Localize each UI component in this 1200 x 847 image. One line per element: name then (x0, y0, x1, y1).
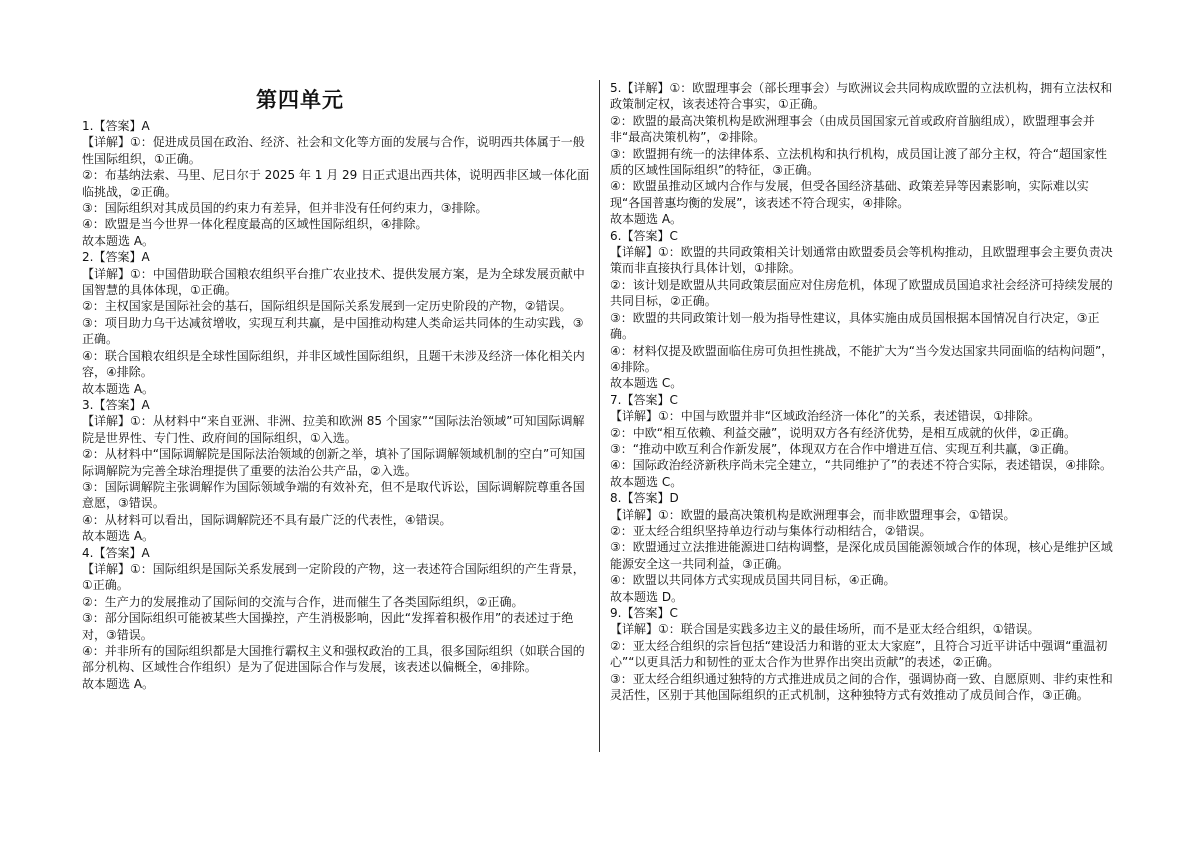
answer-paragraph: 故本题选 A。 (82, 676, 155, 691)
answer-paragraph: ③：国际调解院主张调解作为国际领域争端的有效补充，但不是取代诉讼，国际调解院尊重各国意愿，③错误。 (82, 479, 585, 511)
answer-paragraph: ③：欧盟拥有统一的法律体系、立法机构和执行机构，成员国让渡了部分主权，符合“超国家性质的区域性国际组织”的特征，③正确。 (610, 146, 1107, 178)
answer-paragraph: 【详解】①：欧盟的最高决策机构是欧洲理事会，而非欧盟理事会，①错误。 (610, 507, 1016, 522)
answer-paragraph: 故本题选 A。 (82, 529, 155, 544)
answer-paragraph: ②：生产力的发展推动了国际间的交流与合作，进而催生了各类国际组织，②正确。 (82, 594, 524, 609)
answer-paragraph: 故本题选 C。 (610, 474, 683, 489)
answer-paragraph: ③：“推动中欧互利合作新发展”，体现双方在合作中增进互信、实现互利共赢，③正确。 (610, 441, 1076, 456)
answer-paragraph: 故本题选 A。 (610, 212, 683, 227)
page-title: 第四单元 (256, 87, 344, 112)
answer-paragraph: 7.【答案】C (610, 392, 678, 407)
answer-paragraph: ②：亚太经合组织坚持单边行动与集体行动相结合，②错误。 (610, 523, 932, 538)
answer-paragraph: ④：并非所有的国际组织都是大国推行霸权主义和强权政治的工具，很多国际组织（如联合国的部分机构、区域性合作组织）是为了促进国际合作与发展，该表述以偏概全，④排除。 (82, 644, 585, 675)
answer-paragraph: 【详解】①：中国借助联合国粮农组织平台推广农业技术、提供发展方案，是为全球发展贡献中国智慧的具体体现，①正确。 (82, 266, 585, 298)
answer-paragraph: 【详解】①：中国与欧盟并非“区域政治经济一体化”的关系，表述错误，①排除。 (610, 409, 1040, 424)
answer-paragraph: ④：欧盟是当今世界一体化程度最高的区域性国际组织，④排除。 (82, 217, 428, 232)
answer-paragraph: 【详解】①：从材料中“来自亚洲、非洲、拉美和欧洲 85 个国家”“国际法治领域”可知国际调解院是世界性、专门性、政府间的国际组织，①入选。 (82, 414, 585, 445)
answer-paragraph: ②：布基纳法索、马里、尼日尔于 2025 年 1 月 29 日正式退出西共体，说明西非区域一体化面临挑战，②正确。 (82, 168, 590, 199)
answer-paragraph: ④：欧盟虽推动区域内合作与发展，但受各国经济基础、政策差异等因素影响，实际难以实现“各国普惠均衡的发展”，该表述不符合现实，④排除。 (610, 179, 1089, 210)
answer-paragraph: 4.【答案】A (82, 545, 150, 560)
answer-paragraph: 【详解】①：促进成员国在政治、经济、社会和文化等方面的发展与合作，说明西共体属于一般性国际组织，①正确。 (82, 135, 585, 166)
answer-paragraph: ②：该计划是欧盟从共同政策层面应对住房危机，体现了欧盟成员国追求社会经济可持续发展的共同目标，②正确。 (610, 277, 1113, 309)
answer-paragraph: ③：国际组织对其成员国的约束力有差异，但并非没有任何约束力，③排除。 (82, 201, 488, 216)
answer-paragraph: 6.【答案】C (610, 228, 678, 243)
answer-paragraph: 1.【答案】A (82, 119, 150, 133)
answer-paragraph: ②：中欧“相互依赖、利益交融”，说明双方各有经济优势，是相互成就的伙伴，②正确。 (610, 425, 1076, 440)
answer-paragraph: ②：亚太经合组织的宗旨包括“建设活力和谐的亚太大家庭”，且符合习近平讲话中强调“重温初心”“以更具活力和韧性的亚太合作为世界作出突出贡献”的表述，②正确。 (610, 638, 1108, 670)
answer-paragraph: 【详解】①：联合国是实践多边主义的最佳场所，而不是亚太经合组织，①错误。 (610, 622, 1040, 637)
answer-paragraph: ③：项目助力乌干达减贫增收，实现互利共赢，是中国推动构建人类命运共同体的生动实践，③正确。 (82, 315, 584, 347)
answer-paragraph: ④：欧盟以共同体方式实现成员国共同目标，④正确。 (610, 573, 896, 588)
column-divider (599, 80, 600, 752)
answer-paragraph: 故本题选 C。 (610, 376, 683, 391)
answer-paragraph: 故本题选 A。 (82, 233, 155, 248)
answer-paragraph: ②：主权国家是国际社会的基石，国际组织是国际关系发展到一定历史阶段的产物，②错误。 (82, 299, 572, 314)
answer-paragraph: ④：材料仅提及欧盟面临住房可负担性挑战，不能扩大为“当今发达国家共同面临的结构问题”，④排除。 (610, 343, 1114, 374)
answer-paragraph: 故本题选 D。 (610, 589, 684, 604)
answer-paragraph: 【详解】①：国际组织是国际关系发展到一定阶段的产物，这一表述符合国际组织的产生背景，①正确。 (82, 561, 585, 593)
answer-paragraph: ②：欧盟的最高决策机构是欧洲理事会（由成员国国家元首或政府首脑组成），欧盟理事会并非“最高决策机构”，②排除。 (610, 113, 1095, 145)
answer-paragraph: 5.【详解】①：欧盟理事会（部长理事会）与欧洲议会共同构成欧盟的立法机构，拥有立法权和政策制定权，该表述符合事实，①正确。 (610, 81, 1113, 112)
answer-paragraph: 2.【答案】A (82, 250, 150, 265)
answer-paragraph: 【详解】①：欧盟的共同政策相关计划通常由欧盟委员会等机构推动，且欧盟理事会主要负责决策而非直接执行具体计划，①排除。 (610, 245, 1113, 276)
answer-paragraph: 8.【答案】D (610, 491, 679, 506)
left-column (82, 80, 590, 692)
answer-paragraph: ④：联合国粮农组织是全球性国际组织，并非区域性国际组织，且题干未涉及经济一体化相关内容，④排除。 (82, 348, 585, 380)
answer-paragraph: ③：欧盟通过立法推进能源进口结构调整，是深化成员国能源领域合作的体现，核心是维护区域能源安全这一共同利益，③正确。 (610, 540, 1113, 571)
answer-paragraph: ④：从材料可以看出，国际调解院还不具有最广泛的代表性，④错误。 (82, 512, 452, 527)
answer-paragraph: 3.【答案】A (82, 397, 150, 412)
answer-paragraph: 故本题选 A。 (82, 381, 155, 396)
answer-paragraph: ③：亚太经合组织通过独特的方式推进成员之间的合作，强调协商一致、自愿原则、非约束性和灵活性，区别于其他国际组织的正式机制，这种独特方式有效推动了成员间合作，③正确。 (610, 671, 1113, 703)
answer-paragraph: ②：从材料中“国际调解院是国际法治领域的创新之举，填补了国际调解领域机制的空白”可知国际调解院为完善全球治理提供了重要的法治公共产品，②入选。 (82, 447, 586, 478)
answer-paragraph: ④：国际政治经济新秩序尚未完全建立，“共同维护了”的表述不符合实际，表述错误，④排除。 (610, 458, 1112, 473)
answer-paragraph: 9.【答案】C (610, 606, 678, 620)
answer-paragraph: ③：部分国际组织可能被某些大国操控，产生消极影响，因此“发挥着积极作用”的表述过于绝对，③错误。 (82, 611, 574, 642)
answer-paragraph: ③：欧盟的共同政策计划一般为指导性建议，具体实施由成员国根据本国情况自行决定，③正确。 (610, 310, 1100, 342)
right-column (610, 80, 1118, 703)
